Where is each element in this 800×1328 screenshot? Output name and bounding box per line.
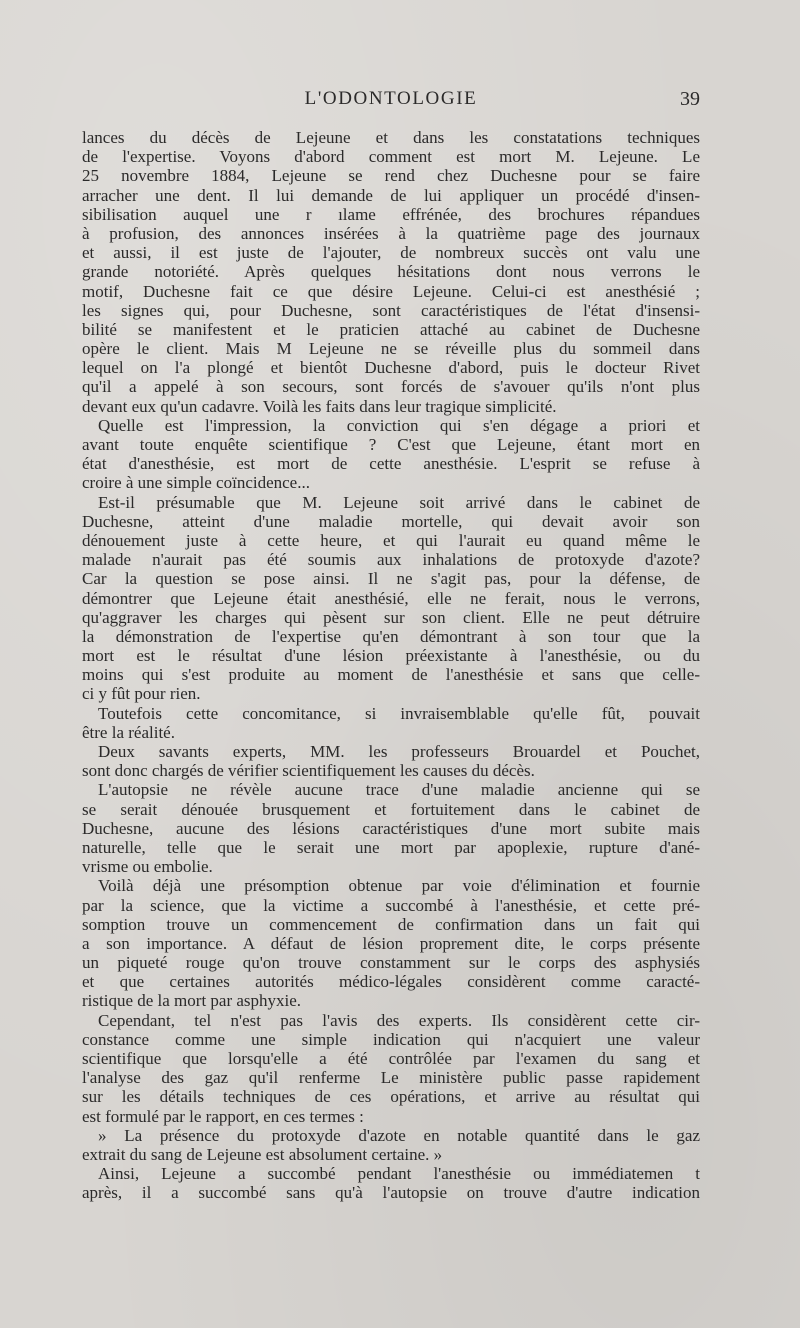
- text-line: 25 novembre 1884, Lejeune se rend chez Duchesne pour se faire: [82, 166, 700, 186]
- text-line: ristique de la mort par asphyxie.: [82, 991, 302, 1011]
- page-number: 39: [680, 88, 700, 110]
- text-line: Duchesne, atteint d'une maladie mortelle, qui devait avoir son: [82, 511, 700, 531]
- running-title: L'ODONTOLOGIE: [304, 88, 478, 109]
- text-line: grande notoriété. Après quelques hésitations dont nous verrons le: [82, 262, 700, 282]
- text-line: malade n'aurait pas été soumis aux inhalations de protoxyde d'azote?: [82, 550, 700, 570]
- text-line: sont donc chargés de vérifier scientifiquement les causes du décès.: [82, 761, 535, 781]
- text-line: est formulé par le rapport, en ces termes :: [82, 1106, 364, 1126]
- page-header: [82, 88, 700, 116]
- text-line: Cependant, tel n'est pas l'avis des experts. Ils considèrent cette cir-: [98, 1010, 700, 1030]
- text-line: dénouement juste à cette heure, et qui l'aurait eu quand même le: [82, 530, 700, 550]
- text-line: après, il a succombé sans qu'à l'autopsie on trouve d'autre indication: [82, 1183, 700, 1203]
- text-line: mort est le résultat d'une lésion préexistante à l'anesthésie, ou du: [82, 646, 700, 666]
- text-line: a son importance. A défaut de lésion proprement dite, le corps présente: [82, 933, 700, 953]
- text-line: somption trouve un commencement de confirmation dans un fait qui: [82, 914, 700, 934]
- text-line: opère le client. Mais M Lejeune ne se réveille plus du sommeil dans: [82, 339, 700, 359]
- text-line: Voilà déjà une présomption obtenue par voie d'élimination et fournie: [98, 876, 700, 896]
- text-line: état d'anesthésie, est mort de cette anesthésie. L'esprit se refuse à: [82, 454, 700, 474]
- text-line: qu'il a appelé à son secours, sont forcés de s'avouer qu'ils n'ont plus: [82, 377, 700, 397]
- text-line: Deux savants experts, MM. les professeurs Brouardel et Pouchet,: [98, 742, 700, 761]
- text-line: et que certaines autorités médico-légales considèrent comme caracté-: [82, 972, 700, 992]
- text-line: par la science, que la victime a succombé à l'anesthésie, et cette pré-: [82, 895, 700, 915]
- text-line: démontrer que Lejeune était anesthésié, elle ne ferait, nous le verrons,: [82, 588, 700, 608]
- text-line: Quelle est l'impression, la conviction qui s'en dégage a priori et: [98, 415, 700, 435]
- text-line: la démonstration de l'expertise qu'en démontrant à son tour que la: [82, 626, 700, 646]
- text-line: lances du décès de Lejeune et dans les constatations techniques: [82, 128, 700, 147]
- text-line: qu'aggraver les charges qui pèsent sur son client. Elle ne peut détruire: [82, 607, 700, 627]
- text-line: un piqueté rouge qu'on trouve constamment sur le corps des asphysiés: [82, 953, 700, 973]
- text-line: » La présence du protoxyde d'azote en notable quantité dans le gaz: [98, 1125, 700, 1145]
- text-line: de l'expertise. Voyons d'abord comment est mort M. Lejeune. Le: [82, 147, 700, 167]
- text-line: Car la question se pose ainsi. Il ne s'agit pas, pour la défense, de: [82, 569, 700, 589]
- text-line: Est-il présumable que M. Lejeune soit arrivé dans le cabinet de: [98, 492, 700, 512]
- text-line: l'analyse des gaz qu'il renferme Le ministère public passe rapidement: [82, 1068, 700, 1088]
- text-line: sibilisation auquel une r ılame effrénée, des brochures répandues: [82, 204, 700, 224]
- text-line: lequel on l'a plongé et bientôt Duchesne d'abord, puis le docteur Rivet: [82, 358, 700, 378]
- text-line: et aussi, il est juste de l'ajouter, de nombreux succès ont valu une: [82, 243, 700, 263]
- text-line: L'autopsie ne révèle aucune trace d'une maladie ancienne qui se: [98, 780, 700, 800]
- body-text: [82, 128, 700, 1203]
- text-line: ci y fût pour rien.: [82, 684, 201, 704]
- text-line: Duchesne, aucune des lésions caractéristiques d'une mort subite mais: [82, 818, 700, 838]
- text-line: devant eux qu'un cadavre. Voilà les faits dans leur tragique simplicité.: [82, 396, 557, 416]
- text-line: les signes qui, pour Duchesne, sont caractéristiques de l'état d'insensi-: [82, 300, 700, 320]
- text-line: croire à une simple coïncidence...: [82, 473, 310, 493]
- text-line: se serait dénouée brusquement et fortuitement dans le cabinet de: [82, 799, 700, 819]
- text-line: motif, Duchesne fait ce que désire Lejeune. Celui-ci est anesthésié ;: [82, 281, 700, 301]
- text-line: être la réalité.: [82, 722, 175, 742]
- text-line: arracher une dent. Il lui demande de lui appliquer un procédé d'insen-: [82, 185, 700, 205]
- text-line: à profusion, des annonces insérées à la quatrième page des journaux: [82, 223, 700, 243]
- text-line: sur les détails techniques de ces opérations, et arrive au résultat qui: [82, 1087, 700, 1107]
- text-line: extrait du sang de Lejeune est absolument certaine. »: [82, 1144, 443, 1164]
- text-line: scientifique que lorsqu'elle a été contrôlée par l'examen du sang et: [82, 1049, 700, 1068]
- text-line: avant toute enquête scientifique ? C'est que Lejeune, étant mort en: [82, 435, 700, 454]
- text-line: vrisme ou embolie.: [82, 857, 213, 877]
- text-line: Toutefois cette concomitance, si invraisemblable qu'elle fût, pouvait: [98, 703, 700, 723]
- text-line: naturelle, telle que le serait une mort par apoplexie, rupture d'ané-: [82, 837, 700, 857]
- text-line: constance comme une simple indication qui n'acquiert une valeur: [82, 1029, 700, 1049]
- text-line: bilité se manifestent et le praticien attaché au cabinet de Duchesne: [82, 319, 700, 339]
- text-line: Ainsi, Lejeune a succombé pendant l'anesthésie ou immédiatemen t: [98, 1164, 700, 1184]
- text-line: moins qui s'est produite au moment de l'anesthésie et sans que celle-: [82, 665, 700, 685]
